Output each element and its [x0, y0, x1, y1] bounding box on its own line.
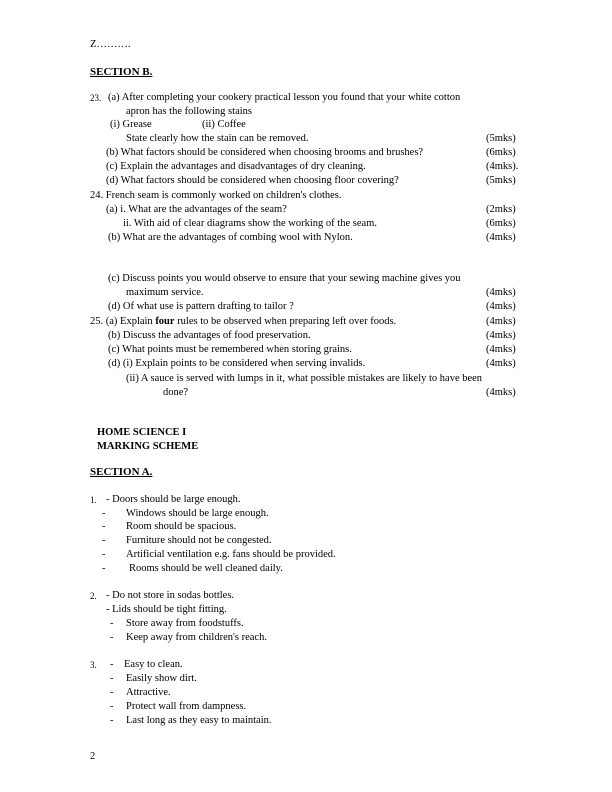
section-b-title: SECTION B.	[90, 66, 153, 78]
q24-intro: 24. French seam is commonly worked on children's clothes.	[90, 190, 342, 201]
q23-b-marks: (6mks)	[486, 147, 516, 158]
q24-a-ii-marks: (6mks)	[486, 218, 516, 229]
dash: -	[102, 508, 106, 519]
q23-d: (d) What factors should be considered when choosing floor covering?	[106, 175, 399, 186]
ans3-item: Easily show dirt.	[126, 673, 197, 684]
q24-a-i-marks: (2mks)	[486, 204, 516, 215]
q24-c-line2: maximum service.	[126, 287, 204, 298]
q25-b: (b) Discuss the advantages of food preservation.	[108, 330, 311, 341]
q25-b-marks: (4mks)	[486, 330, 516, 341]
q24-c-marks: (4mks)	[486, 287, 516, 298]
dash: -	[110, 687, 114, 698]
q23-b: (b) What factors should be considered when choosing brooms and brushes?	[106, 147, 424, 158]
q25-a-post: rules to be observed when preparing left over foods.	[174, 316, 397, 327]
q23-d-marks: (5mks)	[486, 175, 516, 186]
q24-d-marks: (4mks)	[486, 301, 516, 312]
q23-a-marks: (5mks)	[486, 133, 516, 144]
ans3-item: Easy to clean.	[124, 659, 183, 670]
dash: -	[110, 632, 114, 643]
section-a-title: SECTION A.	[90, 466, 153, 478]
q23-number: 23.	[90, 93, 102, 103]
ans1-item: Rooms should be well cleaned daily.	[129, 563, 283, 574]
ans1-item: Artificial ventilation e.g. fans should be provided.	[126, 549, 336, 560]
q24-b-marks: (4mks)	[486, 232, 516, 243]
ans1-number: 1.	[90, 495, 97, 505]
page-number: 2	[90, 751, 96, 762]
q25-d-i-marks: (4mks)	[486, 358, 516, 369]
q24-a-i: (a) i. What are the advantages of the seam?	[106, 204, 287, 215]
q24-d: (d) Of what use is pattern drafting to tailor ?	[108, 301, 294, 312]
dash: -	[110, 673, 114, 684]
header-fragment: Z……….	[90, 39, 131, 50]
q25-a-bold: four	[155, 316, 175, 327]
ans1-item: Room should be spacious.	[126, 521, 237, 532]
ans3-item: Last long as they easy to maintain.	[126, 715, 272, 726]
ans2-item: - Lids should be tight fitting.	[106, 604, 227, 615]
q23-a-line3: State clearly how the stain can be removed.	[126, 133, 309, 144]
q25-d-i: (d) (i) Explain points to be considered when serving invalids.	[108, 358, 366, 369]
ans1-item: - Doors should be large enough.	[106, 494, 241, 505]
ans2-number: 2.	[90, 591, 97, 601]
ans1-item: Furniture should not be congested.	[126, 535, 272, 546]
marking-title-line2: MARKING SCHEME	[97, 441, 199, 452]
q23-a-line1: (a) After completing your cookery practical lesson you found that your white cotton	[108, 92, 461, 103]
dash: -	[102, 535, 106, 546]
dash: -	[102, 549, 106, 560]
q24-a-ii: ii. With aid of clear diagrams show the working of the seam.	[123, 218, 377, 229]
marking-title-line1: HOME SCIENCE I	[97, 427, 187, 438]
q23-c-marks: (4mks).	[486, 161, 519, 172]
dash: -	[110, 618, 114, 629]
q25-a	[90, 315, 396, 329]
dash: -	[110, 701, 114, 712]
q25-d-ii-line2: done?	[163, 387, 189, 398]
ans3-item: Protect wall from dampness.	[126, 701, 247, 712]
q23-c: (c) Explain the advantages and disadvantages of dry cleaning.	[106, 161, 366, 172]
dash: -	[110, 715, 114, 726]
ans3-number: 3.	[90, 660, 97, 670]
q23-a-line2: apron has the following stains	[126, 106, 252, 117]
q25-a-pre: 25. (a) Explain	[90, 316, 156, 327]
ans2-item: Store away from foodstuffs.	[126, 618, 244, 629]
ans1-item: Windows should be large enough.	[126, 508, 269, 519]
q25-d-ii-line1: (ii) A sauce is served with lumps in it, what possible mistakes are likely to have been	[126, 373, 483, 384]
dash: -	[102, 563, 106, 574]
q25-d-ii-marks: (4mks)	[486, 387, 516, 398]
q23-stain-1: (i) Grease	[110, 119, 152, 130]
dash: -	[110, 659, 114, 670]
q25-a-marks: (4mks)	[486, 316, 516, 327]
dash: -	[102, 521, 106, 532]
q24-b: (b) What are the advantages of combing wool with Nylon.	[108, 232, 353, 243]
ans3-item: Attractive.	[126, 687, 171, 698]
q23-stain-2: (ii) Coffee	[202, 119, 246, 130]
ans2-item: Keep away from children's reach.	[126, 632, 267, 643]
q24-c-line1: (c) Discuss points you would observe to ensure that your sewing machine gives you	[108, 273, 461, 284]
q25-c-marks: (4mks)	[486, 344, 516, 355]
ans2-item: - Do not store in sodas bottles.	[106, 590, 235, 601]
q25-c: (c) What points must be remembered when storing grains.	[108, 344, 352, 355]
